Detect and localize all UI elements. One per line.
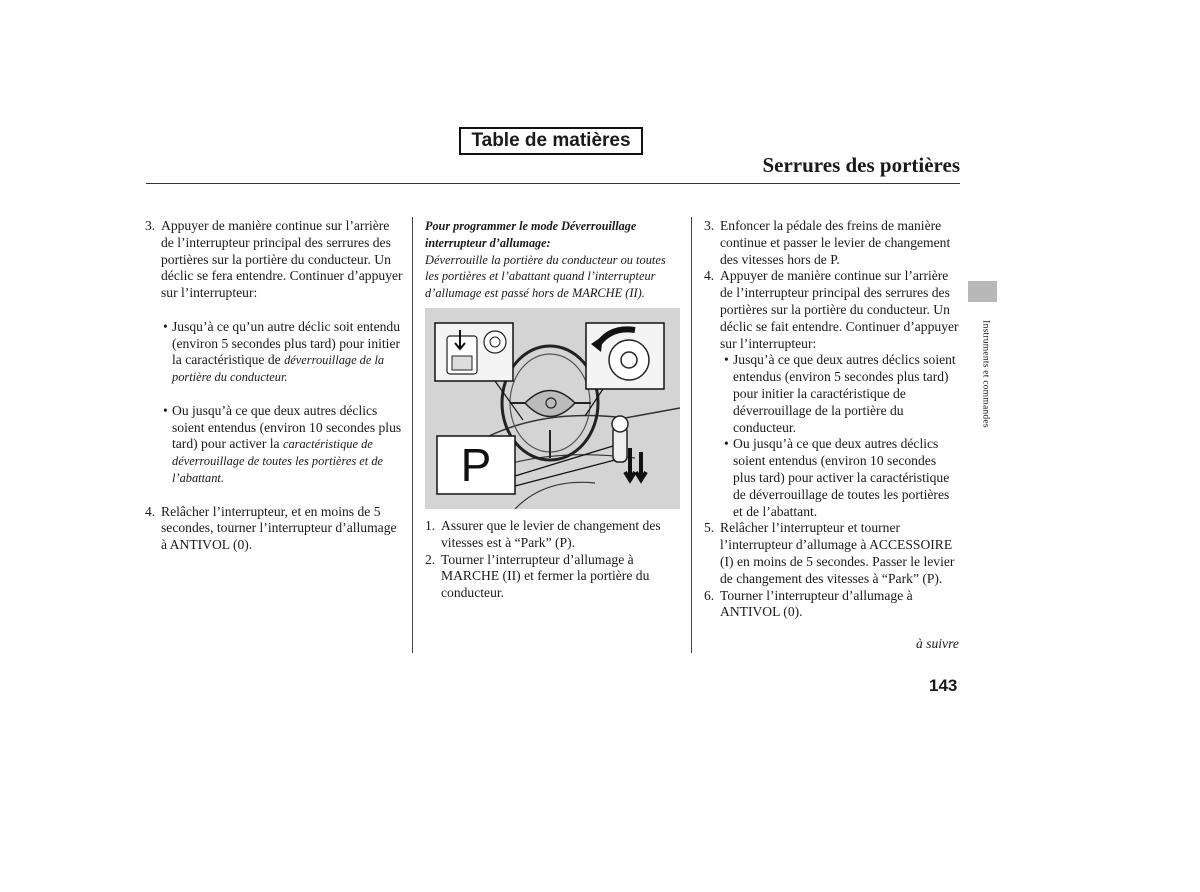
column-divider-left [412, 217, 413, 653]
middle-column-steps [425, 518, 681, 602]
column-divider-right [691, 217, 692, 653]
page-number: 143 [929, 676, 958, 695]
step-text: Tourner l’interrupteur d’allumage à ANTIVOL (0). [720, 587, 913, 620]
step-6 [704, 588, 960, 622]
bullet-item [724, 436, 960, 520]
bullet-item [724, 352, 960, 436]
bullet-dot: • [163, 402, 168, 418]
park-position-label: P [460, 439, 492, 491]
step-number: 1. [425, 518, 436, 533]
step-number: 2. [425, 551, 436, 567]
chapter-side-label-text: Instruments et commandes [980, 320, 992, 428]
section-title: Serrures des portières [762, 153, 960, 177]
bullet-dot: • [724, 352, 729, 368]
bullet-item [163, 403, 403, 487]
chapter-tab [968, 281, 997, 302]
step-number: 4. [704, 268, 715, 284]
bullet-italic-text: caractéristique de déverrouillage de toutes les portières et de l’abattant. [172, 437, 384, 485]
bullet-dot: • [724, 436, 729, 452]
bullet-text: Jusqu’à ce qu’un autre déclic soit entendu (environ 5 secondes plus tard) pour initier la caractéristique de [172, 318, 401, 368]
step-3 [145, 218, 403, 302]
bullet-text: Ou jusqu’à ce que deux autres déclics soient entendus (environ 10 secondes plus tard) pour activer la [172, 402, 402, 452]
step-2 [425, 552, 681, 602]
chapter-side-label [981, 312, 991, 436]
header-rule [146, 183, 960, 184]
bullet-item [163, 319, 403, 386]
bullet-italic-text: déverrouillage de la portière du conducteur. [172, 353, 385, 385]
right-column [704, 218, 960, 621]
step-1 [425, 518, 681, 552]
step-3 [704, 218, 960, 268]
bullet-text: Ou jusqu’à ce que deux autres déclics soient entendus (environ 10 secondes plus tard) pour activer la caractéristique de déverrouillage de toutes les portières et de l’abattant. [733, 436, 950, 519]
middle-column [425, 218, 681, 302]
step-number: 6. [704, 587, 715, 603]
dashboard-illustration [425, 308, 680, 509]
step-text: Assurer que le levier de changement des vitesses est à “Park” (P). [441, 518, 661, 550]
step-5 [704, 520, 960, 587]
step-number: 5. [704, 520, 715, 536]
step-number: 3. [145, 218, 156, 233]
left-column [145, 218, 403, 554]
step-text: Tourner l’interrupteur d’allumage à MARCHE (II) et fermer la portière du conducteur. [441, 551, 650, 601]
procedure-intro: Déverrouille la portière du conducteur ou toutes les portières et l’abattant quand l’interrupteur d’allumage est passé hors de MARCHE (II). [425, 252, 666, 301]
step-text: Appuyer de manière continue sur l’arrière de l’interrupteur principal des serrures des portières sur la portière du conducteur. Un déclic se fait entendre. Continuer d’appuyer sur l’interrupteur: [720, 268, 959, 351]
step-text: Appuyer de manière continue sur l’arrière de l’interrupteur principal des serrures des portières sur la portière du conducteur. Un déclic se fera entendre. Continuer d’appuyer sur l’interrupteur: [161, 218, 403, 301]
step-number: 4. [145, 503, 156, 519]
step-text: Relâcher l’interrupteur, et en moins de 5 secondes, tourner l’interrupteur d’allumage à ANTIVOL (0). [161, 503, 397, 553]
step-number: 3. [704, 218, 715, 233]
procedure-heading: Pour programmer le mode Déverrouillage interrupteur d’allumage: [425, 219, 637, 250]
step-text: Relâcher l’interrupteur et tourner l’interrupteur d’allumage à ACCESSOIRE (I) en moins de 5 secondes. Passer le levier de changement des vitesses à “Park” (P). [720, 520, 955, 586]
step-text: Enfoncer la pédale des freins de manière continue et passer le levier de changement des vitesses hors de P. [720, 218, 951, 267]
step-4 [145, 504, 403, 554]
bullet-text: Jusqu’à ce que deux autres déclics soient entendus (environ 5 secondes plus tard) pour initier la caractéristique de déverrouillage de la portière du conducteur. [733, 352, 956, 435]
continued-note: à suivre [916, 636, 959, 651]
table-of-contents-button[interactable]: Table de matières [459, 127, 643, 155]
step-4 [704, 268, 960, 352]
bullet-dot: • [163, 318, 168, 334]
